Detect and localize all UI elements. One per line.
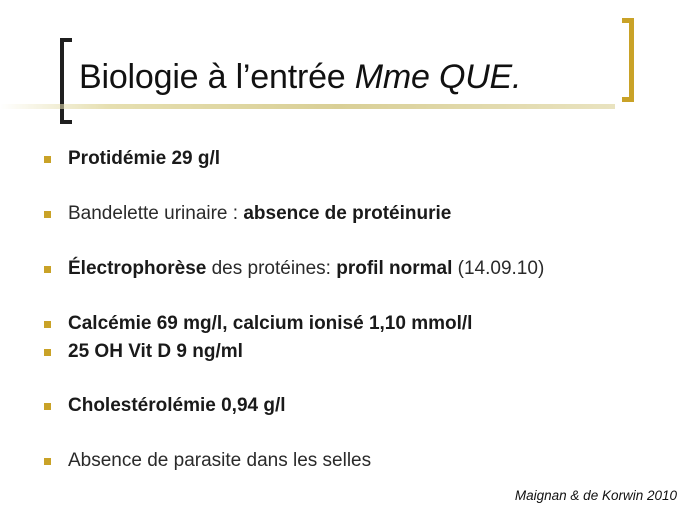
list-item-segment: Protidémie 29 g/l [68,148,221,169]
list-item-segment: (14.09.10) [452,258,545,279]
list-item-text [68,341,243,363]
list-item-segment: 25 OH Vit D 9 ng/ml [68,341,243,362]
slide-title-patient: Mme QUE. [354,58,522,96]
list-item [44,203,451,225]
list-item [44,313,472,335]
list-item-text [68,450,371,472]
list-item-segment: Électrophorèse [68,258,207,279]
list-item [44,341,243,363]
list-item-text [68,203,451,225]
list-item-segment: Bandelette urinaire : [68,203,244,224]
list-item-text [68,148,220,170]
list-item-segment: absence de protéinurie [243,203,452,224]
slide-title-prefix: Biologie à l’entrée [79,58,355,96]
list-item-text [68,313,472,335]
square-bullet-icon [44,156,51,163]
square-bullet-icon [44,458,51,465]
list-item-text [68,395,286,417]
list-item-text [68,258,544,280]
list-item [44,258,544,280]
list-item [44,450,371,472]
square-bullet-icon [44,266,51,273]
square-bullet-icon [44,321,51,328]
list-item-segment: profil normal [336,258,453,279]
square-bullet-icon [44,211,51,218]
list-item-segment: Cholestérolémie 0,94 g/l [68,395,286,416]
list-item-segment: des protéines: [206,258,337,279]
square-bullet-icon [44,349,51,356]
list-item [44,395,286,417]
source-citation: Maignan & de Korwin 2010 [514,488,677,503]
list-item [44,148,220,170]
square-bullet-icon [44,403,51,410]
list-item-segment: Calcémie 69 mg/l, calcium ionisé 1,10 mmol/l [68,313,473,334]
list-item-segment: Absence de parasite dans les selles [68,450,372,471]
